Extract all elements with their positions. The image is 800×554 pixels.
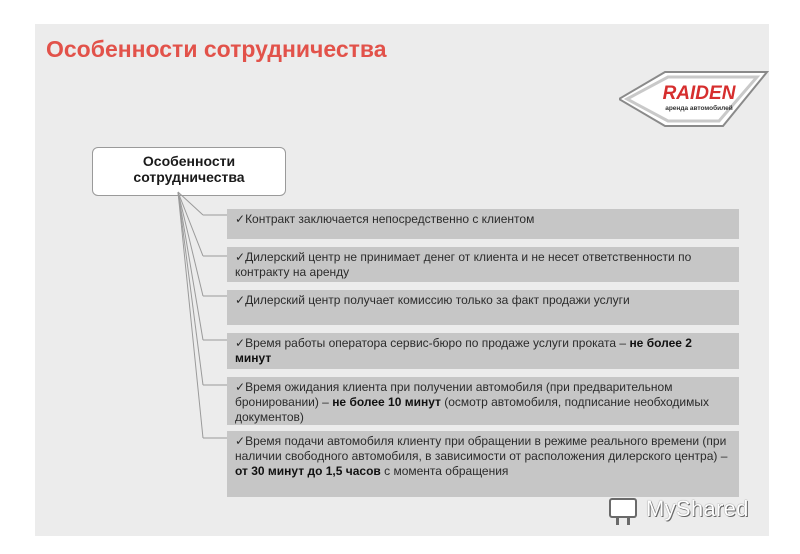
item-text-segment: Время ожидания клиента при получении автомобиля (при предварительном бронировании) – (235, 380, 673, 409)
checkmark-icon: ✓ (235, 336, 246, 350)
main-topic-line2: сотрудничества (133, 169, 245, 185)
watermark-text: MyShared (646, 496, 749, 521)
page-title: Особенности сотрудничества (46, 36, 387, 62)
item-text-segment: от 30 минут до 1,5 часов (235, 464, 381, 478)
checkmark-icon: ✓ (235, 250, 246, 264)
feature-item-3 (227, 290, 739, 325)
item-text-segment: Время работы оператора сервис-бюро по продаже услуги проката – (245, 336, 630, 350)
item-text-segment: Время подачи автомобиля клиенту при обращении в режиме реального времени (при наличии свободного автомобиля, в зависимости от расположения дилерского центра) – (235, 434, 728, 463)
main-topic-line1: Особенности (142, 153, 236, 169)
item-text-segment: Дилерский центр получает комиссию только за факт продажи услуги (245, 293, 630, 307)
checkmark-icon: ✓ (235, 434, 246, 448)
item-text-segment: не более 10 минут (332, 395, 441, 409)
item-text-segment: Контракт заключается непосредственно с клиентом (245, 212, 535, 226)
feature-item-6 (227, 431, 739, 497)
item-text-segment: (осмотр автомобиля, подписание необходимых документов) (235, 395, 710, 424)
checkmark-icon: ✓ (235, 212, 246, 226)
item-text-segment: с момента обращения (380, 464, 509, 478)
logo-tagline: аренда автомобилей (665, 105, 733, 112)
item-text-segment: Дилерский центр не принимает денег от клиента и не несет ответственности по контракту на аренду (235, 250, 692, 279)
checkmark-icon: ✓ (235, 380, 246, 394)
feature-item-4 (227, 333, 739, 369)
logo-brand: RAIDEN (662, 83, 736, 104)
feature-item-1 (227, 209, 739, 239)
item-text-segment: не более 2 минут (235, 336, 692, 365)
checkmark-icon: ✓ (235, 293, 246, 307)
feature-item-5 (227, 377, 739, 425)
feature-item-2 (227, 247, 739, 282)
